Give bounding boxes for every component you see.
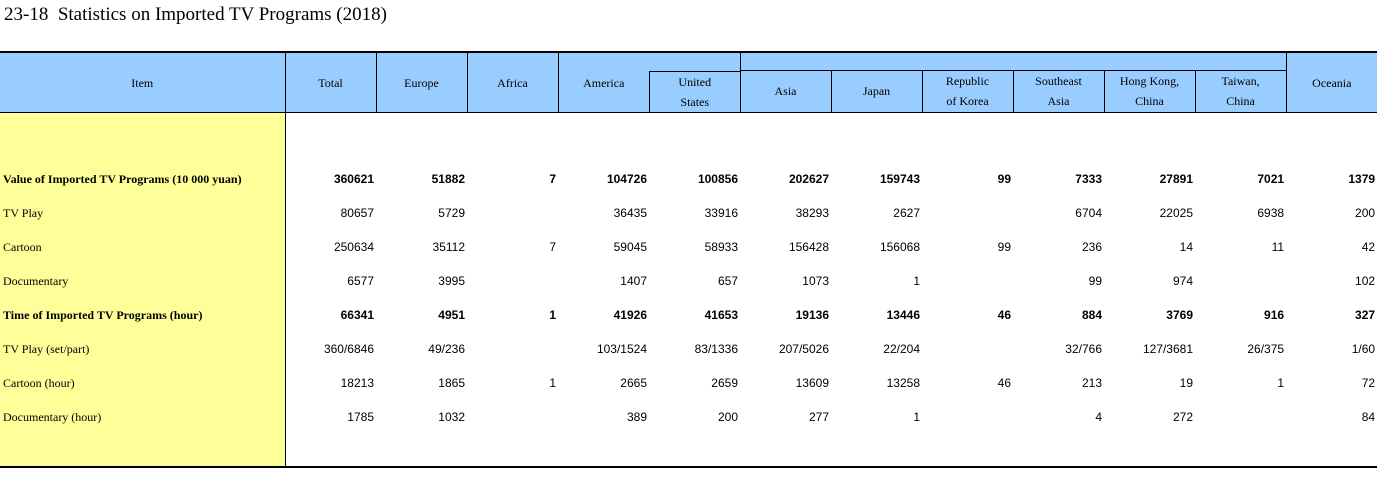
header-america-group: [558, 52, 740, 113]
spacer-row: [0, 434, 1377, 467]
table-cell: 13258: [886, 376, 920, 390]
table-row: [0, 162, 1377, 196]
table-cell: [467, 264, 558, 298]
table-cell: 83/1336: [694, 342, 738, 356]
table-cell: 99: [997, 172, 1011, 186]
header-republic-of-korea: Republic of Korea: [922, 70, 1013, 112]
table-cell: 7: [549, 172, 556, 186]
table-cell: 7333: [1075, 172, 1102, 186]
table-cell: 42: [1361, 240, 1376, 254]
table-cell: 41926: [613, 308, 647, 322]
table-cell: 41653: [704, 308, 738, 322]
table-cell: [922, 400, 1013, 434]
table-cell: 13446: [886, 308, 920, 322]
row-label: TV Play: [0, 196, 285, 230]
table-cell: 27891: [1159, 172, 1193, 186]
table-cell: 2627: [893, 206, 920, 220]
row-label: Documentary (hour): [0, 400, 285, 434]
table-cell: 2665: [620, 376, 647, 390]
table-cell: 72: [1361, 376, 1376, 390]
header-oceania: Oceania: [1286, 52, 1377, 113]
table-cell: 360/6846: [323, 342, 374, 356]
table-cell: 19: [1179, 376, 1193, 390]
table-cell: 272: [1172, 410, 1193, 424]
row-label: Documentary: [0, 264, 285, 298]
table-cell: 35112: [432, 240, 465, 254]
table-cell: 127/3681: [1142, 342, 1193, 356]
table-cell: 51882: [431, 172, 465, 186]
table-cell: 36435: [613, 206, 647, 220]
table-cell: 80657: [340, 206, 374, 220]
table-cell: 46: [997, 376, 1011, 390]
table-cell: 884: [1081, 308, 1102, 322]
header-taiwan: Taiwan, China: [1195, 70, 1286, 112]
table-cell: 156428: [788, 240, 829, 254]
table-cell: [922, 264, 1013, 298]
header-hong-kong: Hong Kong, China: [1104, 70, 1195, 112]
table-cell: 327: [1355, 308, 1376, 322]
table-cell: 213: [1081, 376, 1102, 390]
table-cell: 22025: [1159, 206, 1193, 220]
table-cell: [467, 332, 558, 366]
table-row: [0, 400, 1377, 434]
table-cell: 5729: [438, 206, 465, 220]
header-europe: Europe: [376, 52, 467, 113]
row-label: Cartoon (hour): [0, 366, 285, 400]
table-cell: 1407: [620, 274, 647, 288]
page-title: 23-18 Statistics on Imported TV Programs (2018): [4, 4, 387, 25]
table-body: [0, 113, 1377, 468]
header-united-states: United States: [649, 71, 740, 112]
table-cell: 99: [997, 240, 1011, 254]
table-cell: 49/236: [428, 342, 465, 356]
table-cell: 3769: [1166, 308, 1193, 322]
table-cell: 103/1524: [596, 342, 647, 356]
table-cell: 974: [1172, 274, 1193, 288]
table-cell: 202627: [788, 172, 829, 186]
table-cell: 156068: [879, 240, 920, 254]
table-cell: 236: [1081, 240, 1102, 254]
header-asia-group-top: [740, 52, 1286, 70]
table-cell: 1: [1277, 376, 1285, 390]
row-label: Cartoon: [0, 230, 285, 264]
table-row: [0, 366, 1377, 400]
table-cell: 26/375: [1247, 342, 1285, 356]
header-southeast-asia: Southeast Asia: [1013, 70, 1104, 112]
table-cell: 277: [808, 410, 829, 424]
table-cell: 7021: [1257, 172, 1285, 186]
table-cell: 207/5026: [778, 342, 829, 356]
table-cell: 7: [549, 240, 556, 254]
row-label: Value of Imported TV Programs (10 000 yuan): [0, 162, 285, 196]
table-cell: 3995: [438, 274, 465, 288]
table-row: [0, 196, 1377, 230]
table-cell: 104726: [606, 172, 647, 186]
imported-tv-programs-table: [0, 51, 1377, 468]
table-cell: 13609: [795, 376, 829, 390]
table-cell: 84: [1361, 410, 1376, 424]
table-cell: 11: [1271, 240, 1285, 254]
table-cell: 1: [549, 376, 556, 390]
table-cell: 99: [1088, 274, 1102, 288]
table-cell: [467, 400, 558, 434]
header-japan: Japan: [831, 70, 922, 112]
table-cell: 38293: [795, 206, 829, 220]
table-cell: 102: [1355, 274, 1376, 288]
table-cell: 2659: [711, 376, 738, 390]
table-cell: 389: [626, 410, 647, 424]
table-cell: 4951: [438, 308, 465, 322]
table-cell: 14: [1179, 240, 1193, 254]
table-cell: 200: [1355, 206, 1376, 220]
table-cell: 916: [1264, 308, 1285, 322]
table-cell: 1/60: [1351, 342, 1376, 356]
table-cell: [1195, 400, 1286, 434]
table-cell: 6704: [1075, 206, 1102, 220]
table-cell: 19136: [795, 308, 829, 322]
table-row: [0, 298, 1377, 332]
spacer-row: [0, 113, 1377, 163]
table-cell: 18213: [340, 376, 374, 390]
header-america: America: [583, 75, 625, 90]
table-row: [0, 230, 1377, 264]
table-cell: 360621: [333, 172, 374, 186]
table-cell: 1379: [1348, 172, 1376, 186]
table-cell: 4: [1095, 410, 1102, 424]
table-cell: [922, 196, 1013, 230]
table-cell: 200: [717, 410, 738, 424]
table-cell: 250634: [333, 240, 374, 254]
table-cell: 100856: [697, 172, 738, 186]
table-cell: 1032: [438, 410, 465, 424]
table-cell: 33916: [704, 206, 738, 220]
header-total: Total: [285, 52, 376, 113]
table-cell: 22/204: [883, 342, 920, 356]
table-cell: 1: [913, 274, 920, 288]
table-cell: [467, 196, 558, 230]
table-cell: 58933: [704, 240, 738, 254]
table-cell: 6577: [347, 274, 374, 288]
header-africa: Africa: [467, 52, 558, 113]
header-item: Item: [0, 52, 285, 113]
table-row: [0, 264, 1377, 298]
table-cell: [1195, 264, 1286, 298]
table-cell: 66341: [340, 308, 374, 322]
row-label: Time of Imported TV Programs (hour): [0, 298, 285, 332]
table-cell: 159743: [879, 172, 920, 186]
table-cell: 46: [997, 308, 1011, 322]
row-label: TV Play (set/part): [0, 332, 285, 366]
table-cell: 59045: [613, 240, 647, 254]
table-cell: [922, 332, 1013, 366]
header-asia: Asia: [740, 70, 831, 112]
table-cell: 1073: [802, 274, 829, 288]
table-cell: 1865: [438, 376, 465, 390]
table-cell: 1: [549, 308, 556, 322]
table-cell: 32/766: [1065, 342, 1102, 356]
table-cell: 6938: [1257, 206, 1285, 220]
table-cell: 1785: [347, 410, 374, 424]
table-cell: 1: [913, 410, 920, 424]
table-cell: 657: [717, 274, 738, 288]
table-row: [0, 332, 1377, 366]
